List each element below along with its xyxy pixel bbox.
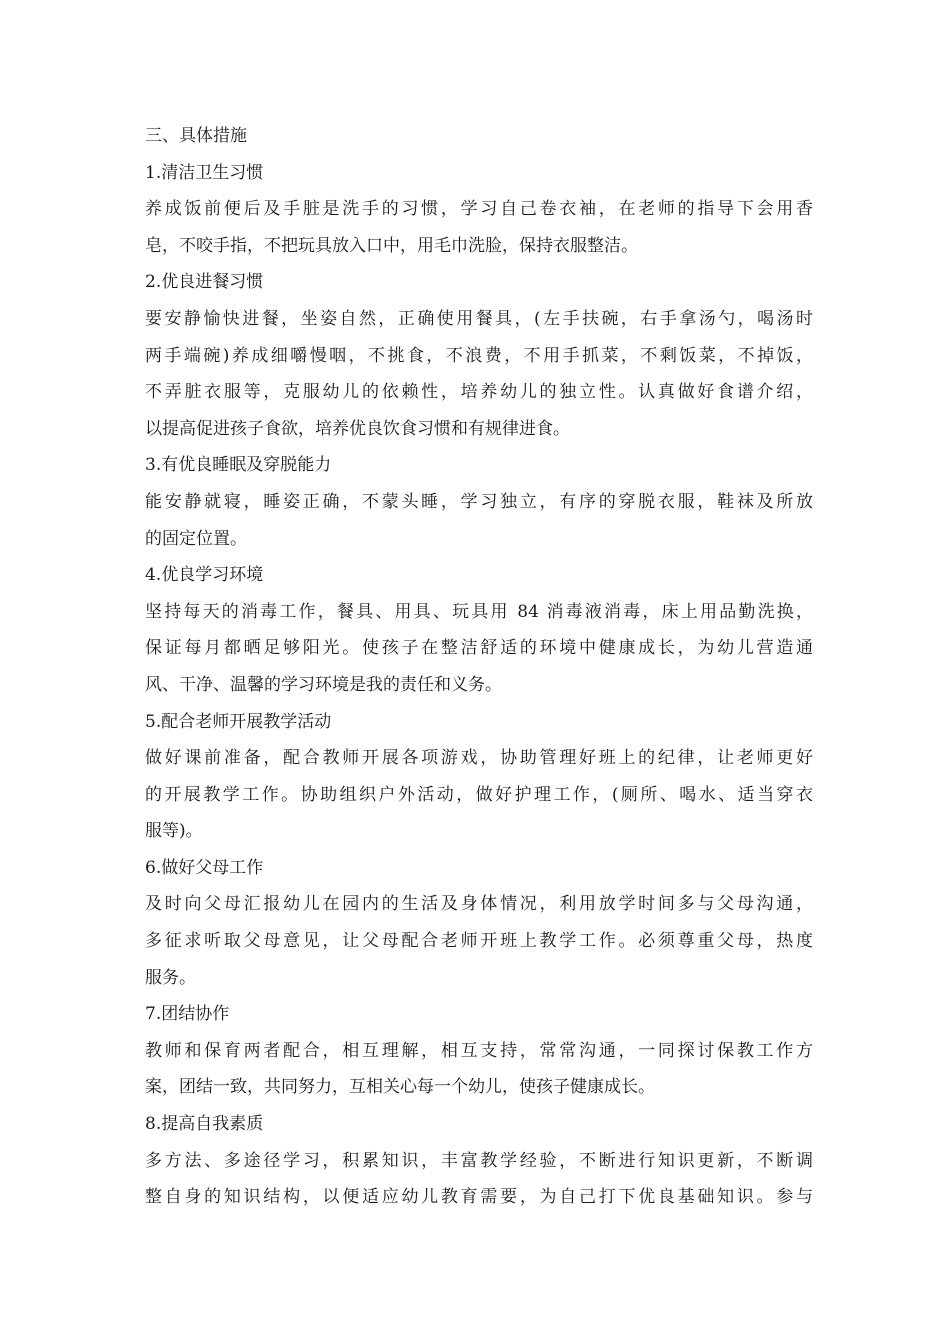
document-page xyxy=(145,118,813,1216)
paragraph-line: 以提高促进孩子食欲，培养优良饮食习惯和有规律进食。 xyxy=(145,418,570,439)
paragraph-line: 多方法、多途径学习，积累知识，丰富教学经验，不断进行知识更新，不断调 xyxy=(145,1150,813,1171)
paragraph-line: 不弄脏衣服等，克服幼儿的依赖性，培养幼儿的独立性。认真做好食谱介绍， xyxy=(145,382,813,403)
subsection-heading: 7.团结协作 xyxy=(145,1004,230,1025)
subsection-heading: 6.做好父母工作 xyxy=(145,857,264,878)
paragraph-line: 及时向父母汇报幼儿在园内的生活及身体情况，利用放学时间多与父母沟通， xyxy=(145,894,813,915)
paragraph-line: 的开展教学工作。协助组织户外活动，做好护理工作，(厕所、喝水、适当穿衣 xyxy=(145,784,813,805)
paragraph-line: 做好课前准备，配合教师开展各项游戏，协助管理好班上的纪律，让老师更好 xyxy=(145,748,813,769)
paragraph-line: 服等)。 xyxy=(145,821,203,842)
paragraph-line: 风、干净、温馨的学习环境是我的责任和义务。 xyxy=(145,674,502,695)
paragraph-line: 能安静就寝，睡姿正确，不蒙头睡，学习独立，有序的穿脱衣服，鞋袜及所放 xyxy=(145,491,813,512)
paragraph-line: 要安静愉快进餐，坐姿自然，正确使用餐具，(左手扶碗，右手拿汤勺，喝汤时 xyxy=(145,308,813,329)
paragraph-line: 养成饭前便后及手脏是洗手的习惯，学习自己卷衣袖，在老师的指导下会用香 xyxy=(145,199,813,220)
paragraph-line: 的固定位置。 xyxy=(145,528,247,549)
subsection-heading: 8.提高自我素质 xyxy=(145,1114,264,1135)
paragraph-line: 两手端碗)养成细嚼慢咽，不挑食，不浪费，不用手抓菜，不剩饭菜，不掉饭， xyxy=(145,345,813,366)
section-title: 三、具体措施 xyxy=(145,126,247,146)
paragraph-line: 皂，不咬手指，不把玩具放入口中，用毛巾洗脸，保持衣服整洁。 xyxy=(145,235,638,256)
paragraph-line: 坚持每天的消毒工作，餐具、用具、玩具用 84 消毒液消毒，床上用品勤洗换， xyxy=(145,601,813,622)
subsection-heading: 4.优良学习环境 xyxy=(145,565,264,586)
paragraph-line: 整自身的知识结构，以便适应幼儿教育需要，为自己打下优良基础知识。参与 xyxy=(145,1187,813,1208)
paragraph-line: 案，团结一致，共同努力，互相关心每一个幼儿，使孩子健康成长。 xyxy=(145,1077,655,1098)
paragraph-line: 保证每月都晒足够阳光。使孩子在整洁舒适的环境中健康成长，为幼儿营造通 xyxy=(145,638,813,659)
subsection-heading: 5.配合老师开展教学活动 xyxy=(145,711,332,732)
paragraph-line: 服务。 xyxy=(145,967,196,988)
subsection-heading: 1.清洁卫生习惯 xyxy=(145,162,264,183)
subsection-heading: 2.优良进餐习惯 xyxy=(145,272,264,293)
paragraph-line: 教师和保育两者配合，相互理解，相互支持，常常沟通，一同探讨保教工作方 xyxy=(145,1040,813,1061)
paragraph-line: 多征求听取父母意见，让父母配合老师开班上教学工作。必须尊重父母，热度 xyxy=(145,931,813,952)
subsection-heading: 3.有优良睡眠及穿脱能力 xyxy=(145,455,332,476)
